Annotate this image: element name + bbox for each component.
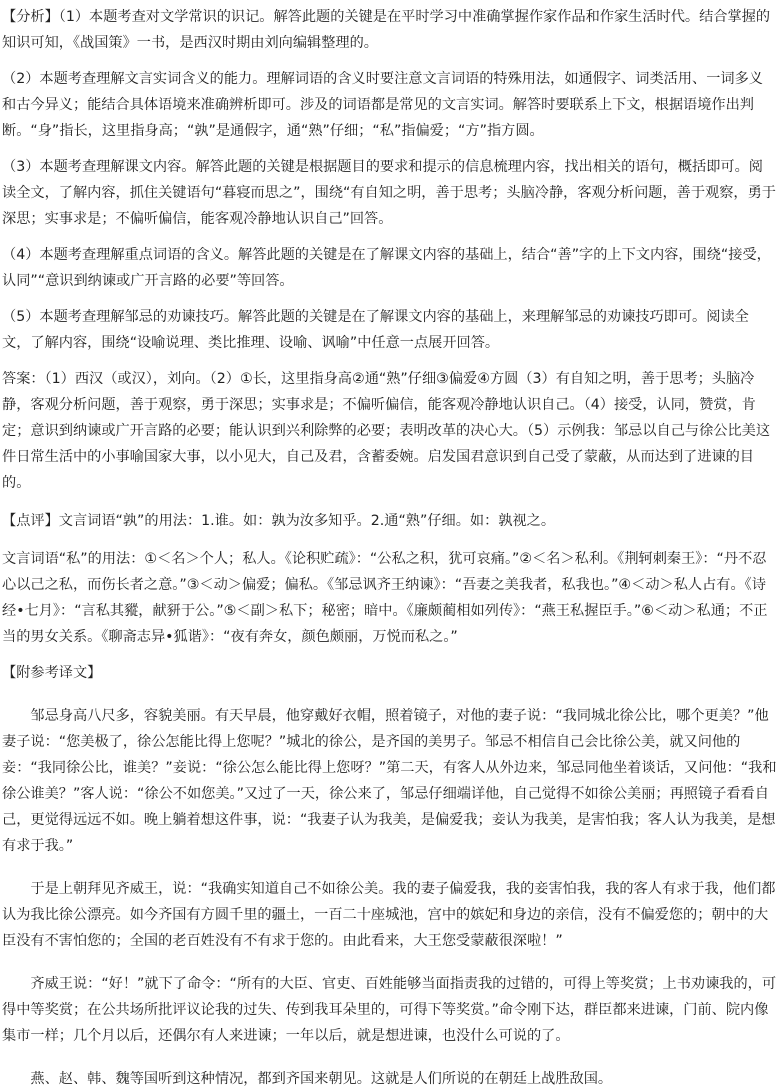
- translation-paragraph-3: 齐威王说：“好！”就下了命令：“所有的大臣、官吏、百姓能够当面指责我的过错的，可得上等奖赏；上书劝谏我的，可得中等奖赏；在公共场所批评议论我的过失、传到我耳朵里的，可得下等奖赏。”命令刚下达，群臣都来进谏，门前、院内像集市一样；几个月以后，还偶尔有人来进谏；一年以后，就是想进谏，也没什么可说的了。: [2, 976, 777, 1044]
- analysis-paragraph-5: （5）本题考查理解邹忌的劝谏技巧。解答此题的关键是在了解课文内容的基础上，来理解邹忌的劝谏技巧即可。阅读全文，了解内容，围绕“设喻说理、类比推理、设喻、讽喻”中任意一点展开回答。: [2, 309, 749, 351]
- translation-paragraph-1: 邹忌身高八尺多，容貌美丽。有天早晨，他穿戴好衣帽，照着镜子，对他的妻子说：“我同城北徐公比，哪个更美？”他妻子说：“您美极了，徐公怎能比得上您呢？”城北的徐公，是齐国的美男子。邹忌不相信自己会比徐公美，就又问他的妾：“我同徐公比，谁美？”妾说：“徐公怎么能比得上您呀？”第二天，有客人从外边来，邹忌同他坐着谈话，又问他：“我和徐公谁美？”客人说：“徐公不如您美。”又过了一天，徐公来了，邹忌仔细端详他，自己觉得不如徐公美丽；再照镜子看看自己，更觉得远远不如。晚上躺着想这件事，说：“我妻子认为我美，是偏爱我；妾认为我美，是害怕我；客人认为我美，是想有求于我。”: [2, 708, 777, 854]
- translation-paragraph-2: 于是上朝拜见齐威王，说：“我确实知道自己不如徐公美。我的妻子偏爱我，我的妾害怕我，我的客人有求于我，他们都认为我比徐公漂亮。如今齐国有方圆千里的疆土，一百二十座城池，宫中的嫔妃和身边的亲信，没有不偏爱您的；朝中的大臣没有不害怕您的；全国的老百姓没有不有求于您的。由此看来，大王您受蒙蔽很深啦！”: [2, 881, 776, 949]
- analysis-paragraph-1: 【分析】（1）本题考查对文学常识的识记。解答此题的关键是在平时学习中准确掌握作家作品和作家生活时代。结合掌握的知识可知，《战国策》一书，是西汉时期由刘向编辑整理的。: [2, 9, 771, 51]
- comment-paragraph-2: 文言词语“私”的用法：①＜名＞个人；私人。《论积贮疏》：“公私之积，犹可哀痛。”②＜名＞私利。《荆轲刺秦王》：“丹不忍心以己之私，而伤长者之意。”③＜动＞偏爱；偏私。《邹忌讽齐王纳谏》：“吾妻之美我者，私我也。”④＜动＞私人占有。《诗经•七月》：“言私其豵，献豜于公。”⑤＜副＞私下；秘密；暗中。《廉颇蔺相如列传》：“燕王私握臣手。”⑥＜动＞私通；不正当的男女关系。《聊斋志异•狐谐》：“夜有奔女，颜色颇丽，万悦而私之。”: [2, 551, 768, 645]
- translation-paragraph-4: 燕、赵、韩、魏等国听到这种情况，都到齐国来朝见。这就是人们所说的在朝廷上战胜敌国。: [30, 1071, 613, 1087]
- analysis-paragraph-3: （3）本题考查理解课文内容。解答此题的关键是根据题目的要求和提示的信息梳理内容，找出相关的语句，概括即可。阅读全文，了解内容，抓住关键语句“暮寝而思之”，围绕“有自知之明，善于思考；头脑冷静，客观分析问题，善于观察，勇于深思；实事求是；不偏听偏信，能客观冷静地认识自己”回答。: [2, 159, 776, 227]
- comment-paragraph-1: 【点评】文言词语“孰”的用法：1.谁。如：孰为汝多知乎。2.通“熟”仔细。如：孰视之。: [2, 513, 556, 529]
- analysis-paragraph-2: （2）本题考查理解文言实词含义的能力。理解词语的含义时要注意文言词语的特殊用法，如通假字、词类活用、一词多义和古今异义；能结合具体语境来准确辨析即可。涉及的词语都是常见的文言实词。解答时要联系上下文，根据语境作出判断。“身”指长，这里指身高；“孰”是通假字，通“熟”仔细；“私”指偏爱；“方”指方圆。: [2, 71, 763, 139]
- translation-heading: 【附参考译文】: [2, 665, 102, 681]
- answer-paragraph: 答案：（1）西汉（或汉），刘向。（2）①长，这里指身高②通“熟”仔细③偏爱④方圆（3）有自知之明，善于思考；头脑冷静，客观分析问题，善于观察，勇于深思；实事求是；不偏听偏信，能客观冷静地认识自己。（4）接受，认同，赞赏，肯定；意识到纳谏或广开言路的必要；能认识到兴利除弊的必要；表明改革的决心大。（5）示例我：邹忌以自己与徐公比美这件日常生活中的小事喻国家大事，以小见大，自己及君，含蓄委婉。启发国君意识到自己受了蒙蔽，从而达到了进谏的目的。: [2, 371, 771, 491]
- analysis-paragraph-4: （4）本题考查理解重点词语的含义。解答此题的关键是在了解课文内容的基础上，结合“善”字的上下文内容，围绕“接受，认同”“意识到纳谏或广开言路的必要”等回答。: [2, 247, 771, 289]
